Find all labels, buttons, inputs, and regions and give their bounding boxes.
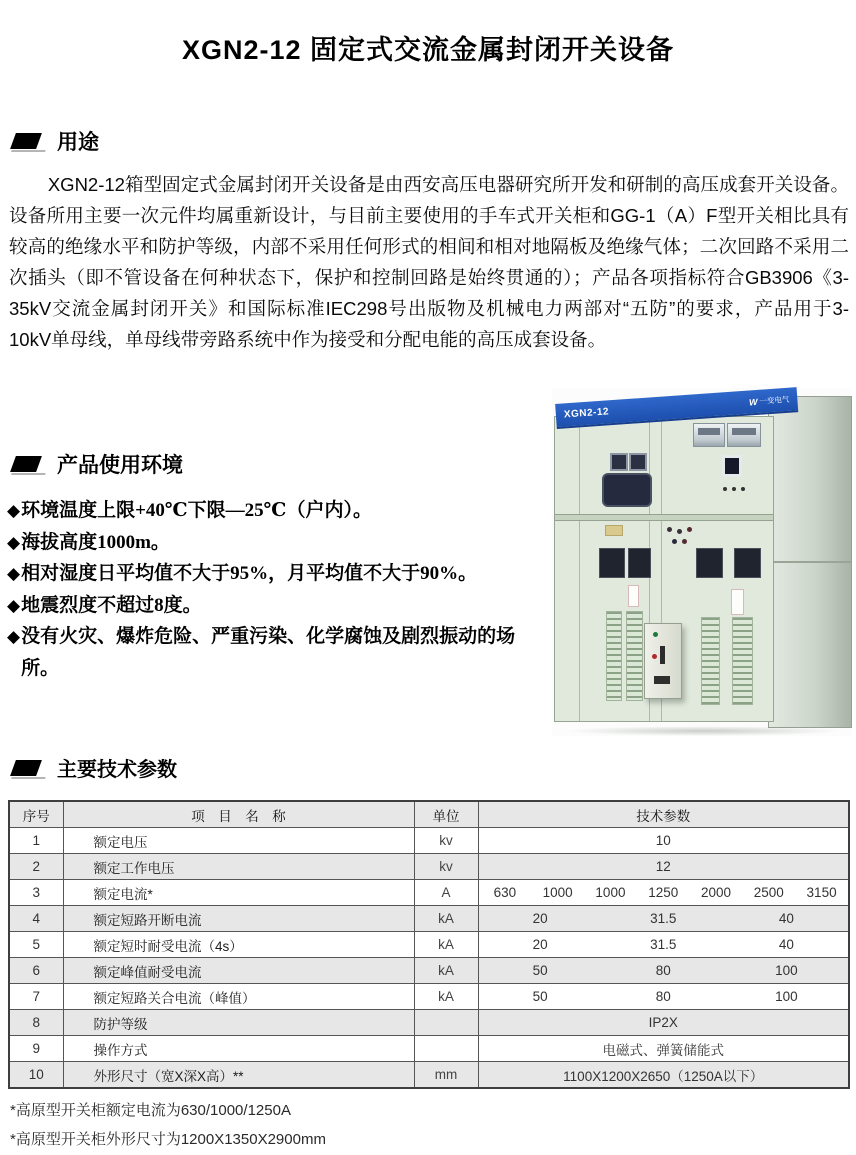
- table-header-row: [9, 801, 849, 828]
- parameters-table: [8, 800, 850, 1089]
- nameplate-tag: [605, 525, 623, 536]
- environment-item: [7, 495, 552, 527]
- table-row: [9, 1036, 849, 1062]
- parameter-value: 31.5: [650, 937, 677, 952]
- footnote: *高原型开关柜额定电流为630/1000/1250A: [10, 1102, 291, 1119]
- lower-window: [599, 548, 625, 578]
- environment-item: [7, 621, 552, 684]
- warning-sticker: [628, 585, 639, 607]
- row-index-cell: 3: [9, 880, 63, 906]
- parameter-value: 1250: [648, 885, 679, 900]
- item-name-cell: 防护等级: [63, 1010, 414, 1036]
- row-index-cell: 6: [9, 958, 63, 984]
- parameter-value: 100: [775, 989, 798, 1004]
- diamond-bullet-icon: ◆: [7, 564, 21, 583]
- section-heading-parameters-label: 主要技术参数: [57, 759, 177, 781]
- parallelogram-icon: [10, 456, 42, 472]
- row-index-cell: 4: [9, 906, 63, 932]
- lower-window: [734, 548, 761, 578]
- environment-item-text: 没有火灾、爆炸危险、严重污染、化学腐蚀及剧烈振动的场所。: [21, 626, 516, 679]
- brand-logo: [749, 394, 790, 408]
- item-name-cell: 外形尺寸（宽X深X高）**: [63, 1062, 414, 1089]
- table-head: [9, 801, 849, 828]
- parameter-value: 10: [655, 833, 671, 848]
- small-label: [654, 676, 670, 684]
- product-photo: [552, 388, 852, 736]
- values-cell: [478, 906, 849, 932]
- warning-sticker: [731, 589, 744, 615]
- panel-divider: [769, 561, 851, 563]
- diamond-bullet-icon: ◆: [7, 532, 21, 552]
- section-heading-usage-label: 用途: [57, 131, 99, 154]
- panel-meter: [722, 455, 742, 477]
- column-header: 单位: [414, 801, 478, 828]
- cabinet-side-panel: [768, 396, 852, 728]
- table-row: [9, 828, 849, 854]
- item-name-cell: 额定工作电压: [63, 854, 414, 880]
- row-index-cell: 1: [9, 828, 63, 854]
- item-name-cell: 额定短时耐受电流（4s）: [63, 932, 414, 958]
- unit-cell: [414, 1010, 478, 1036]
- column-header: 序号: [9, 801, 63, 828]
- row-index-cell: 8: [9, 1010, 63, 1036]
- section-heading-parameters: [13, 753, 177, 782]
- table-row: [9, 854, 849, 880]
- parameter-value: 20: [532, 937, 548, 952]
- values-cell: [478, 984, 849, 1010]
- environment-item-text: 相对湿度日平均值不大于95%，月平均值不大于90%。: [21, 563, 478, 584]
- indicator-window: [610, 453, 628, 471]
- values-cell: [478, 1062, 849, 1089]
- diamond-bullet-icon: ◆: [7, 595, 21, 615]
- switch-slot: [660, 646, 665, 664]
- parameter-value: 1000: [595, 885, 626, 900]
- item-name-cell: 额定短路关合电流（峰值）: [63, 984, 414, 1010]
- horizontal-rail: [555, 514, 773, 521]
- brand-logo-text: 一变电气: [759, 394, 790, 406]
- table-row: [9, 932, 849, 958]
- item-name-cell: 额定峰值耐受电流: [63, 958, 414, 984]
- item-name-cell: 操作方式: [63, 1036, 414, 1062]
- parameter-value: 1100X1200X2650（1250A以下）: [563, 1068, 764, 1084]
- environment-item-text: 地震烈度不超过8度。: [21, 594, 202, 616]
- environment-item-text: 海拔高度1000m。: [21, 531, 170, 553]
- parameter-value: IP2X: [648, 1015, 678, 1030]
- environment-item: [7, 590, 552, 622]
- environment-item: [7, 558, 552, 590]
- parameter-value: 电磁式、弹簧储能式: [602, 1042, 724, 1058]
- instrument-box: [693, 423, 725, 447]
- values-cell: [478, 1010, 849, 1036]
- unit-cell: kv: [414, 854, 478, 880]
- parameter-value: 2000: [700, 885, 732, 900]
- table-row: [9, 984, 849, 1010]
- item-name-cell: 额定电压: [63, 828, 414, 854]
- table-row: [9, 906, 849, 932]
- values-cell: [478, 958, 849, 984]
- vent-grille: [701, 617, 720, 705]
- brand-logo-icon: W: [748, 396, 758, 407]
- item-name-cell: 额定短路开断电流: [63, 906, 414, 932]
- environment-item-text: 环境温度上限+40℃下限—25℃（户内）。: [21, 500, 372, 521]
- row-index-cell: 5: [9, 932, 63, 958]
- vent-grille: [626, 611, 643, 701]
- values-cell: [478, 880, 849, 906]
- parameters-table-body: [9, 828, 849, 1089]
- table-row: [9, 1062, 849, 1089]
- section-heading-usage: [13, 126, 99, 156]
- parameter-value: 40: [778, 911, 794, 926]
- indicator-lights: [723, 487, 727, 491]
- parameter-value: 31.5: [650, 911, 677, 926]
- indicator-window: [629, 453, 647, 471]
- lower-window: [696, 548, 723, 578]
- environment-item: [7, 527, 552, 559]
- door-seam: [579, 417, 580, 721]
- cabinet-front-panel: [554, 416, 774, 722]
- usage-paragraph: XGN2-12箱型固定式金属封闭开关设备是由西安高压电器研究所开发和研制的高压成套开关设备。设备所用主要一次元件均属重新设计，与目前主要使用的手车式开关柜和GG-1（A）F型开关相比具有较高的绝缘水平和防护等级，内部不采用任何形式的相间和相对地隔板及绝缘气体；二次回路不采用二次插头（即不管设备在何种状态下，保护和控制回路是始终贯通的）；产品各项指标符合GB3906《3-35kV交流金属封闭开关》和国际标准IEC298号出版物及机械电力两部对“五防”的要求，产品用于3-10kV单母线，单母线带旁路系统中作为接受和分配电能的高压成套设备。: [9, 174, 849, 350]
- parameter-value: 12: [655, 859, 671, 874]
- parameter-value: 3150: [806, 885, 837, 900]
- row-index-cell: 9: [9, 1036, 63, 1062]
- vent-grille: [732, 617, 753, 705]
- table-row: [9, 958, 849, 984]
- floor-shadow: [566, 726, 842, 736]
- unit-cell: [414, 1036, 478, 1062]
- unit-cell: mm: [414, 1062, 478, 1089]
- instrument-box: [727, 423, 761, 447]
- green-indicator: [653, 632, 658, 637]
- model-label: XGN2-12: [563, 406, 610, 421]
- row-index-cell: 7: [9, 984, 63, 1010]
- section-heading-environment: [13, 449, 183, 479]
- parallelogram-icon: [10, 760, 42, 776]
- unit-cell: kv: [414, 828, 478, 854]
- column-header: 技术参数: [478, 801, 849, 828]
- environment-list: [7, 495, 552, 684]
- page-title: XGN2-12 固定式交流金属封闭开关设备: [181, 35, 675, 65]
- footnote: *高原型开关柜外形尺寸为1200X1350X2900mm: [10, 1131, 326, 1148]
- item-name-cell: 额定电流*: [63, 880, 414, 906]
- parameter-value: 630: [493, 885, 517, 900]
- parameter-value: 50: [532, 989, 548, 1004]
- lower-window: [628, 548, 651, 578]
- vent-grille: [606, 611, 622, 701]
- diamond-bullet-icon: ◆: [7, 627, 21, 646]
- unit-cell: kA: [414, 984, 478, 1010]
- control-buttons: [667, 527, 672, 532]
- parallelogram-icon: [10, 133, 42, 149]
- unit-cell: kA: [414, 958, 478, 984]
- footnotes: [10, 1096, 326, 1154]
- unit-cell: kA: [414, 906, 478, 932]
- parameter-value: 50: [532, 963, 548, 978]
- operation-box: [644, 623, 682, 699]
- unit-cell: A: [414, 880, 478, 906]
- row-index-cell: 2: [9, 854, 63, 880]
- table-row: [9, 880, 849, 906]
- values-cell: [478, 854, 849, 880]
- parameter-value: 20: [532, 911, 548, 926]
- row-index-cell: 10: [9, 1062, 63, 1089]
- red-indicator: [652, 654, 657, 659]
- parameter-value: 80: [655, 963, 671, 978]
- unit-cell: kA: [414, 932, 478, 958]
- values-cell: [478, 932, 849, 958]
- parameter-value: 40: [778, 937, 794, 952]
- viewing-window: [602, 473, 652, 507]
- values-cell: [478, 1036, 849, 1062]
- values-cell: [478, 828, 849, 854]
- parameter-value: 100: [775, 963, 798, 978]
- parameter-value: 2500: [753, 885, 784, 900]
- parameter-value: 1000: [542, 885, 573, 900]
- diamond-bullet-icon: ◆: [7, 501, 21, 520]
- column-header: 项 目 名 称: [63, 801, 414, 828]
- table-row: [9, 1010, 849, 1036]
- parameter-value: 80: [655, 989, 671, 1004]
- section-heading-environment-label: 产品使用环境: [57, 454, 183, 477]
